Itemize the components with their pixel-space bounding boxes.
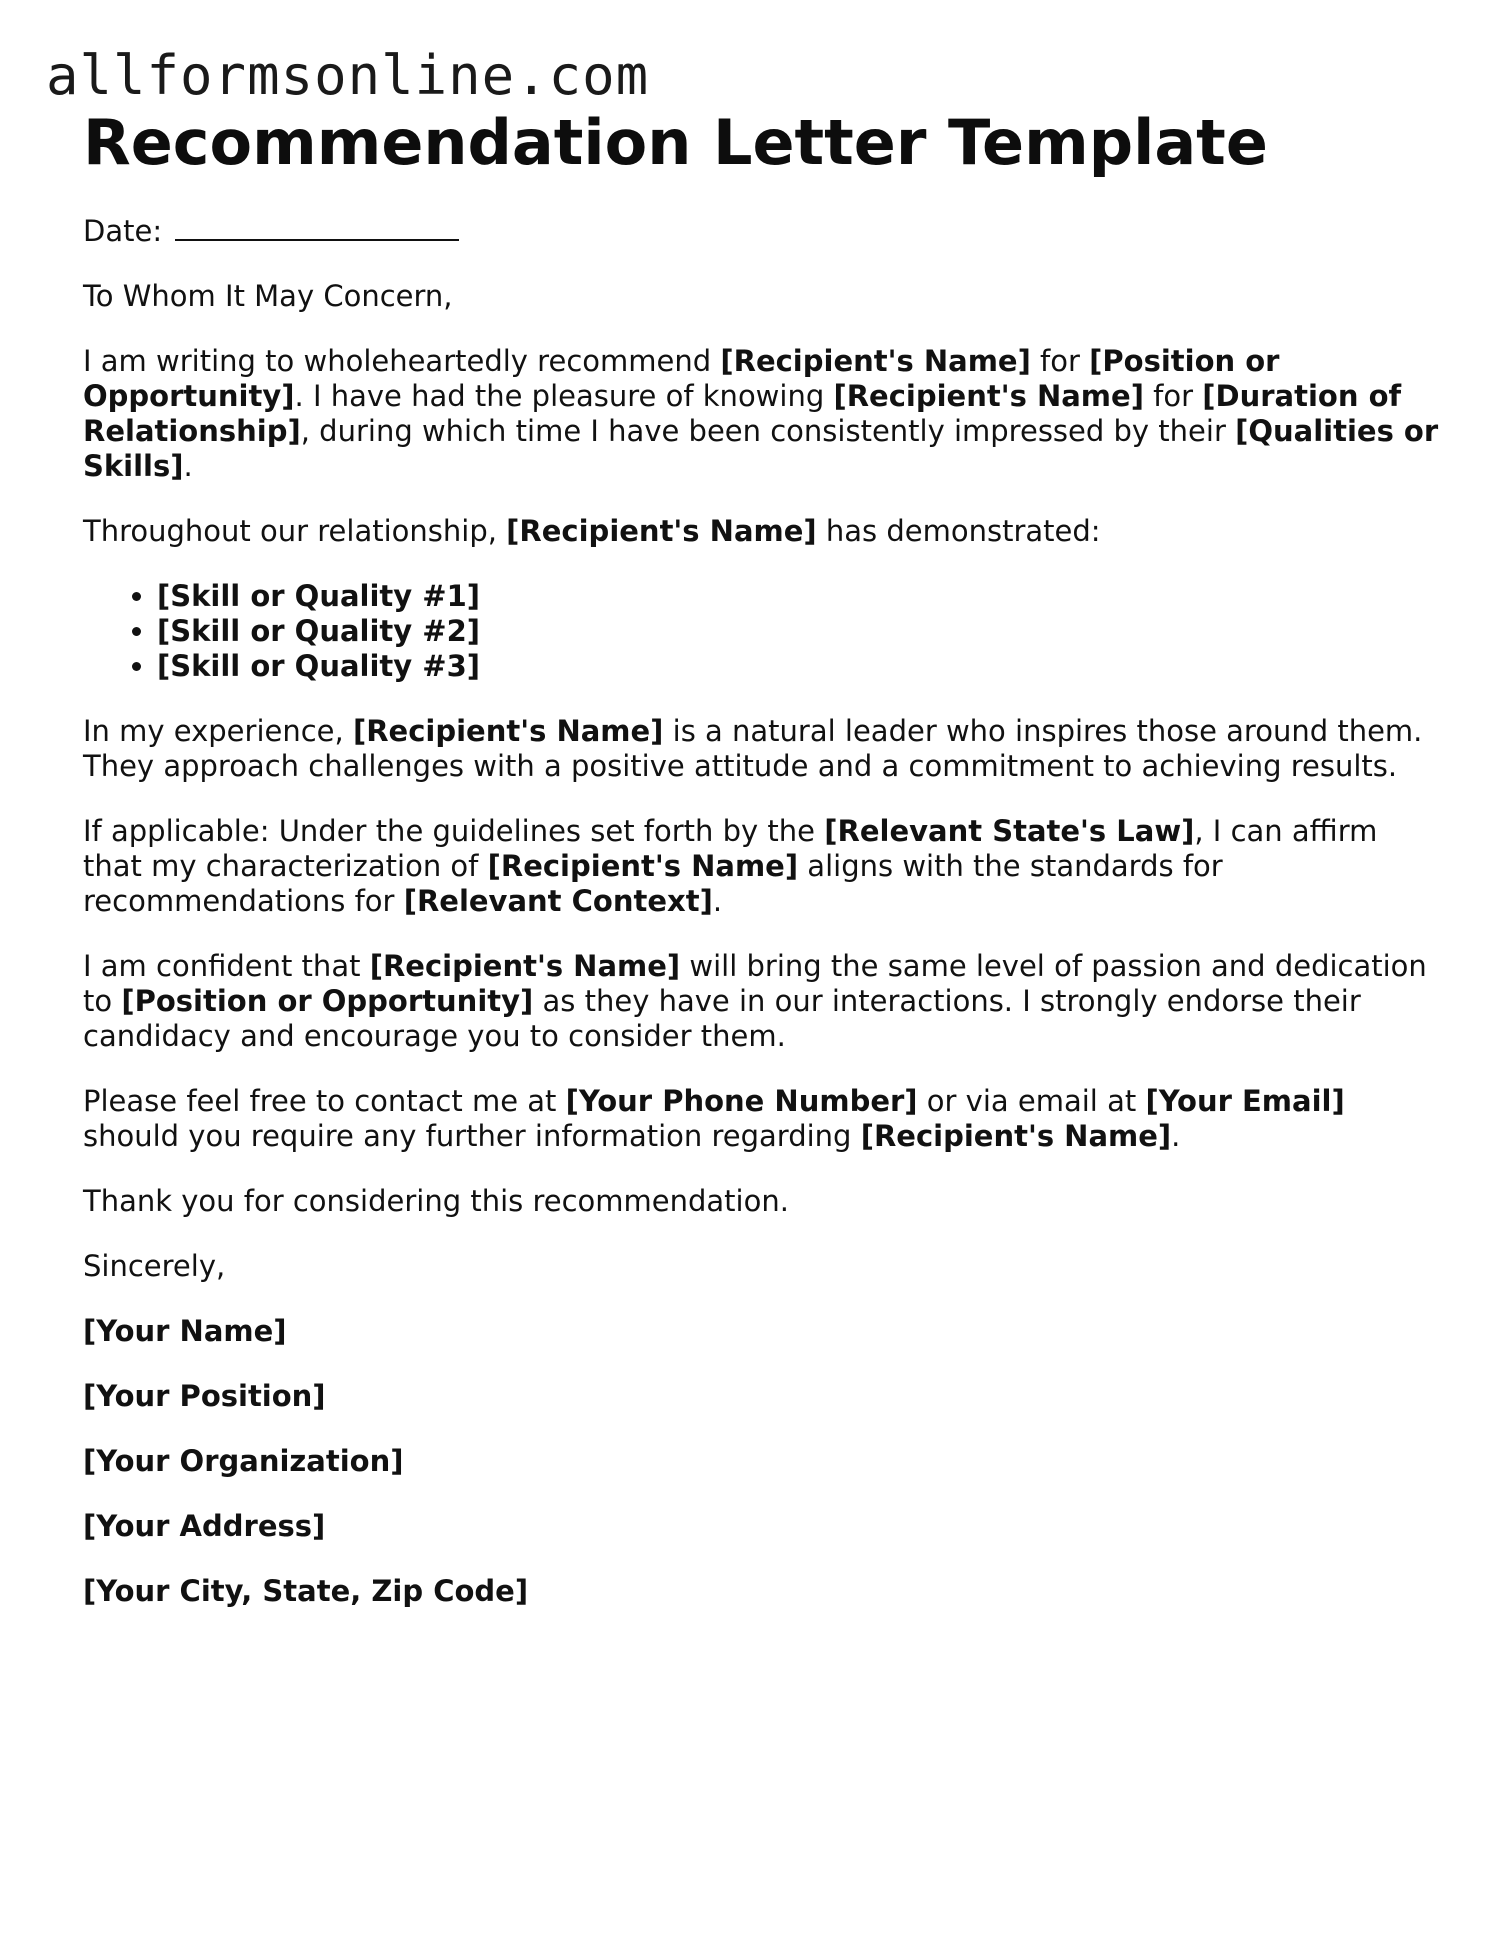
legal-paragraph: If applicable: Under the guidelines set forth by the [Relevant State's Law], I can affirm that my characterization of [Recipient's Name] aligns with the standards for recommendations for [Relevant Context]. (83, 814, 1378, 918)
placeholder: [Recipient's Name] (833, 379, 1144, 413)
signature-name: [Your Name] (83, 1314, 287, 1348)
experience-paragraph: In my experience, [Recipient's Name] is a natural leader who inspires those around them. They approach challenges with a positive attitude and a commitment to achieving results. (83, 714, 1423, 783)
placeholder: [Position or Opportunity] (121, 984, 534, 1018)
signature-city: [Your City, State, Zip Code] (83, 1574, 529, 1608)
list-item: • [Skill or Quality #1] (157, 579, 1443, 614)
salutation: To Whom It May Concern, (83, 279, 453, 313)
placeholder: [Your Email] (1145, 1084, 1345, 1118)
placeholder: [Recipient's Name] (352, 714, 664, 748)
page-title: Recommendation Letter Template (83, 106, 1268, 179)
letter-page (83, 103, 1443, 1639)
placeholder: [Qualities or Skills] (83, 414, 1439, 483)
list-item: • [Skill or Quality #3] (157, 649, 1443, 684)
site-watermark: allformsonline.com (46, 44, 650, 107)
signature-address: [Your Address] (83, 1509, 326, 1543)
contact-paragraph: Please feel free to contact me at [Your Phone Number] or via email at [Your Email] should you require any further information regarding [Recipient's Name]. (83, 1084, 1345, 1153)
placeholder: [Your Phone Number] (565, 1084, 918, 1118)
date-blank (175, 213, 459, 241)
placeholder: [Recipient's Name] (506, 514, 817, 548)
placeholder: [Duration of Relationship] (83, 379, 1402, 448)
placeholder: [Relevant Context] (403, 884, 713, 918)
placeholder: [Recipient's Name] (860, 1119, 1172, 1153)
signature-organization: [Your Organization] (83, 1444, 404, 1478)
placeholder: [Recipient's Name] (487, 849, 799, 883)
placeholder: [Relevant State's Law] (824, 814, 1195, 848)
thanks-line: Thank you for considering this recommendation. (83, 1184, 789, 1218)
signature-block (83, 1314, 1443, 1609)
placeholder: [Recipient's Name] (369, 949, 681, 983)
placeholder: [Recipient's Name] (720, 344, 1031, 378)
demonstrated-paragraph: Throughout our relationship, [Recipient's Name] has demonstrated: (83, 514, 1101, 548)
closing-line: Sincerely, (83, 1249, 226, 1283)
list-item: • [Skill or Quality #2] (157, 614, 1443, 649)
placeholder: [Position or Opportunity] (83, 344, 1280, 413)
intro-paragraph: I am writing to wholeheartedly recommend [Recipient's Name] for [Position or Opportunity]. I have had the pleasure of knowing [Recipient's Name] for [Duration of Relationship], during which time I have been consistently impressed by their [Qualities or Skills]. (83, 344, 1439, 483)
date-line (83, 213, 1443, 249)
skills-list (83, 579, 1443, 684)
date-label: Date: (83, 214, 163, 248)
confidence-paragraph: I am confident that [Recipient's Name] will bring the same level of passion and dedication to [Position or Opportunity] as they have in our interactions. I strongly endorse their candidacy and encourage you to consider them. (83, 949, 1427, 1053)
signature-position: [Your Position] (83, 1379, 326, 1413)
